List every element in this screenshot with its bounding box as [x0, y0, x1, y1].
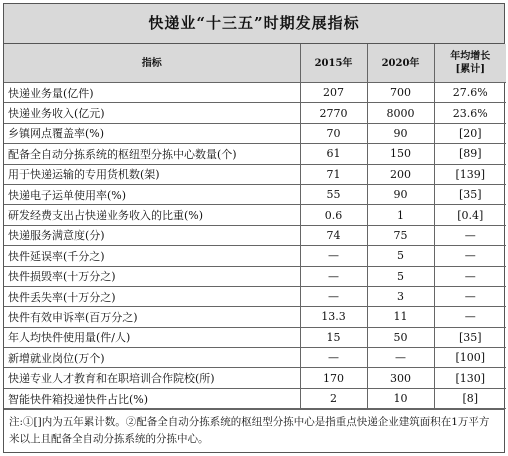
value-2020-cell: 90 [367, 123, 434, 143]
value-2015-cell: 15 [300, 327, 367, 347]
table-title: 快递业“十三五”时期发展指标 [4, 4, 504, 44]
growth-cell: — [434, 266, 506, 286]
value-2020-cell: 50 [367, 327, 434, 347]
value-2020-cell: 5 [367, 266, 434, 286]
growth-cell: [8] [434, 388, 506, 408]
indicator-name-cell: 用于快递运输的专用货机数(架) [4, 164, 300, 184]
growth-cell: — [434, 225, 506, 245]
header-2015: 2015年 [300, 44, 367, 83]
indicator-name-cell: 快件有效申诉率(百万分之) [4, 307, 300, 327]
value-2015-cell: 0.6 [300, 205, 367, 225]
table-row [4, 83, 506, 103]
table-row [4, 266, 506, 286]
value-2020-cell: 11 [367, 307, 434, 327]
value-2015-cell: 170 [300, 368, 367, 388]
header-growth-line2: [累计] [455, 64, 485, 75]
value-2020-cell: 1 [367, 205, 434, 225]
value-2015-cell: 61 [300, 144, 367, 164]
table-row [4, 184, 506, 204]
value-2020-cell: 200 [367, 164, 434, 184]
growth-cell: 27.6% [434, 83, 506, 103]
table-row [4, 348, 506, 368]
header-indicator: 指标 [4, 44, 300, 83]
indicator-name-cell: 快递业务量(亿件) [4, 83, 300, 103]
growth-cell: 23.6% [434, 103, 506, 123]
value-2015-cell: — [300, 266, 367, 286]
value-2020-cell: 3 [367, 286, 434, 306]
value-2015-cell: 2770 [300, 103, 367, 123]
value-2020-cell: 700 [367, 83, 434, 103]
indicator-name-cell: 研发经费支出占快递业务收入的比重(%) [4, 205, 300, 225]
value-2020-cell: 90 [367, 184, 434, 204]
indicator-name-cell: 快递业务收入(亿元) [4, 103, 300, 123]
value-2020-cell: 75 [367, 225, 434, 245]
table-footnote: 注:①[]内为五年累计数。②配备全自动分拣系统的枢纽型分拣中心是指重点快递企业建筑面积在1万平方米以上且配备全自动分拣系统的分拣中心。 [4, 409, 504, 449]
growth-cell: [89] [434, 144, 506, 164]
value-2015-cell: 55 [300, 184, 367, 204]
value-2015-cell: 13.3 [300, 307, 367, 327]
value-2020-cell: 8000 [367, 103, 434, 123]
table-row [4, 103, 506, 123]
growth-cell: [35] [434, 184, 506, 204]
value-2015-cell: — [300, 246, 367, 266]
growth-cell: [100] [434, 348, 506, 368]
indicator-name-cell: 快件损毁率(十万分之) [4, 266, 300, 286]
growth-cell: — [434, 307, 506, 327]
growth-cell: [130] [434, 368, 506, 388]
value-2020-cell: 150 [367, 144, 434, 164]
indicator-name-cell: 新增就业岗位(万个) [4, 348, 300, 368]
indicator-name-cell: 快件丢失率(十万分之) [4, 286, 300, 306]
header-growth-line1: 年均增长 [450, 51, 491, 62]
value-2020-cell: 10 [367, 388, 434, 408]
growth-cell: [20] [434, 123, 506, 143]
value-2015-cell: — [300, 286, 367, 306]
indicator-table-panel [3, 3, 505, 453]
indicator-name-cell: 快递电子运单使用率(%) [4, 184, 300, 204]
value-2015-cell: 74 [300, 225, 367, 245]
indicator-name-cell: 快递专业人才教育和在职培训合作院校(所) [4, 368, 300, 388]
header-row [4, 44, 506, 83]
value-2015-cell: — [300, 348, 367, 368]
table-row [4, 327, 506, 347]
value-2020-cell: 5 [367, 246, 434, 266]
indicator-table [4, 44, 506, 409]
value-2020-cell: 300 [367, 368, 434, 388]
indicator-name-cell: 乡镇网点覆盖率(%) [4, 123, 300, 143]
growth-cell: [0.4] [434, 205, 506, 225]
header-2020: 2020年 [367, 44, 434, 83]
value-2015-cell: 71 [300, 164, 367, 184]
table-row [4, 225, 506, 245]
table-row [4, 307, 506, 327]
table-row [4, 368, 506, 388]
value-2015-cell: 70 [300, 123, 367, 143]
indicator-name-cell: 快件延误率(千分之) [4, 246, 300, 266]
value-2015-cell: 207 [300, 83, 367, 103]
table-row [4, 164, 506, 184]
indicator-name-cell: 年人均快件使用量(件/人) [4, 327, 300, 347]
indicator-name-cell: 智能快件箱投递快件占比(%) [4, 388, 300, 408]
indicator-name-cell: 快递服务满意度(分) [4, 225, 300, 245]
value-2015-cell: 2 [300, 388, 367, 408]
growth-cell: [35] [434, 327, 506, 347]
table-row [4, 246, 506, 266]
growth-cell: — [434, 246, 506, 266]
table-row [4, 144, 506, 164]
indicator-name-cell: 配备全自动分拣系统的枢纽型分拣中心数量(个) [4, 144, 300, 164]
table-row [4, 388, 506, 408]
table-row [4, 123, 506, 143]
header-growth [434, 44, 506, 83]
table-row [4, 205, 506, 225]
table-row [4, 286, 506, 306]
value-2020-cell: — [367, 348, 434, 368]
growth-cell: — [434, 286, 506, 306]
growth-cell: [139] [434, 164, 506, 184]
